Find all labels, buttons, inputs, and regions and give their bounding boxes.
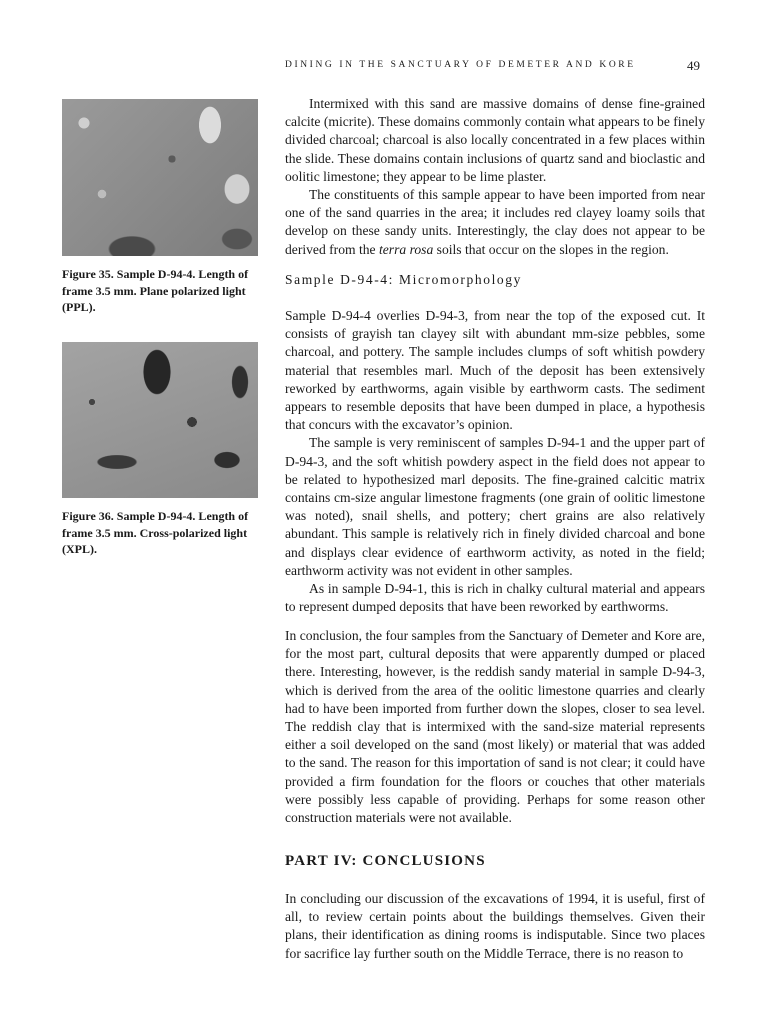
paragraph-conclusion: In conclusion, the four samples from the Sanctuary of Demeter and Kore are, for the most part, cultural deposits that were apparently dumped or placed there. Interesting, however, is the reddish sandy material in sample D-94-3, which is derived from the area of the oolitic limestone quarries and clearly had to have been imported from further down the slopes, closer to sea level. The reddish clay that is intermixed with the sand-size material represents either a soil developed on the sand (most likely) or material that was added to the sand. The reason for this importation of sand is not clear; it could have provided a firm foundation for the floors or couches that other materials were possibly less capable of providing. Perhaps for some reason other construction materials were not available.: [285, 628, 705, 826]
terra-rosa-term: terra rosa: [379, 241, 434, 257]
running-head: DINING IN THE SANCTUARY OF DEMETER AND KORE: [285, 60, 636, 70]
paragraph-constituents-text-2: soils that occur on the slopes in the region.: [433, 241, 669, 257]
paragraph-chalky: As in sample D-94-1, this is rich in chalky cultural material and appears to represent dumped deposits that have been reworked by earthworms.: [285, 581, 705, 615]
text-block-intro: [285, 95, 705, 259]
paragraph-constituents-text-1: The constituents of this sample appear to have been imported from near one of the sand quarries in the area; it includes red clayey loamy soils that develop on these sandy units. Interestingly, the clay does not appear to be derived from the: [285, 187, 705, 257]
paragraph-sample-description: Sample D-94-4 overlies D-94-3, from near the top of the exposed cut. It consists of grayish tan clayey silt with abundant mm-size pebbles, some charcoal, and pottery. The sample includes clumps of soft whitish powdery material that resembles marl. Much of the deposit has been extensively reworked by earthworms, again visible by earthworm casts. The sediment appears to resemble deposits that have been dumped in place, a hypothesis that concurs with the excavator’s opinion.: [285, 308, 705, 433]
paragraph-micrite: Intermixed with this sand are massive domains of dense fine-grained calcite (micrite). These domains commonly contain what appears to be finely divided charcoal; charcoal is also locally concentrated in a few places within the slide. These domains contain inclusions of quartz sand and bioclastic and oolitic limestone; they appear to be lime plaster.: [285, 96, 705, 184]
figure-35-caption: Figure 35. Sample D-94-4. Length of frame 3.5 mm. Plane polarized light (PPL).: [62, 267, 249, 314]
paragraph-concluding: In concluding our discussion of the excavations of 1994, it is useful, first of all, to review certain points about the buildings themselves. Given their plans, their identification as dining rooms is indisputable. Since two places for sacrifice lay further south on the Middle Terrace, there is no reason to: [285, 891, 705, 961]
text-block-conclusion: [285, 627, 705, 827]
figure-36-micrograph-xpl: [62, 342, 258, 498]
text-block-micromorphology: [285, 307, 705, 616]
text-block-part-iv: [285, 890, 705, 963]
section-heading: Sample D-94-4: Micromorphology: [285, 272, 522, 287]
figure-36-caption: Figure 36. Sample D-94-4. Length of frame 3.5 mm. Cross-polarized light (XPL).: [62, 509, 249, 556]
figure-35-micrograph-ppl: [62, 99, 258, 256]
paragraph-reminiscent: The sample is very reminiscent of samples D-94-1 and the upper part of D-94-3, and the soft whitish powdery aspect in the field does not appear to be related to hypothesized marl deposits. The fine-grained calcitic matrix contains cm-size angular limestone fragments (one grain of oolitic limestone was noted), snail shells, and pottery; chert grains are also relatively abundant. This sample is relatively rich in finely divided charcoal and bone and displays clear evidence of earthworm activity, as noted in the field; earthworm activity was not evident in other samples.: [285, 435, 705, 578]
part-heading: PART IV: CONCLUSIONS: [285, 853, 486, 869]
paragraph-constituents: [285, 186, 705, 259]
page-number: 49: [687, 58, 700, 73]
